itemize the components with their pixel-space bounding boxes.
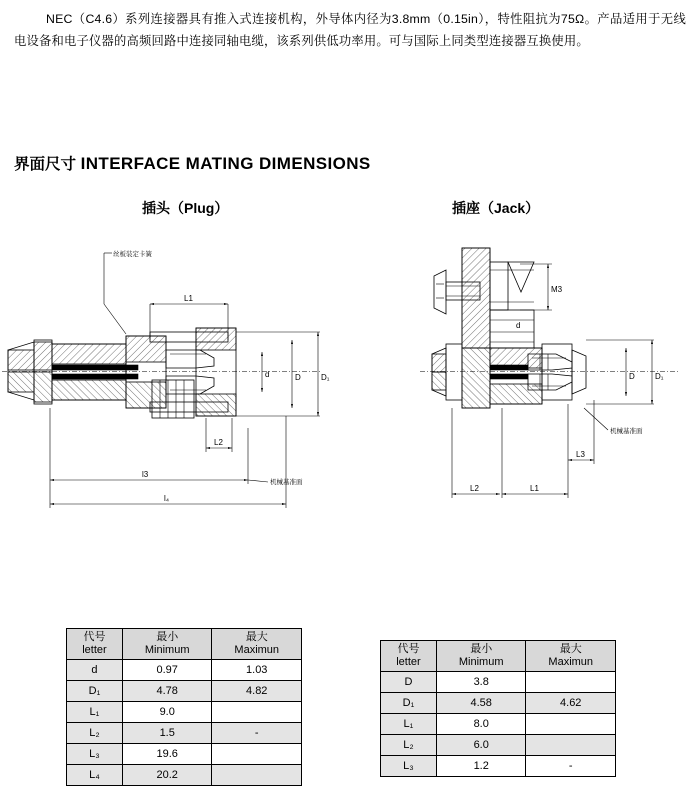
section-title — [14, 152, 371, 174]
plug-dim-L4: l₄ — [164, 494, 170, 503]
cell-max — [212, 765, 302, 786]
cell-max: - — [212, 723, 302, 744]
cell-max: 4.62 — [526, 693, 616, 714]
cell-code: D₁ — [67, 681, 123, 702]
cell-max: - — [526, 756, 616, 777]
intro-text: NEC（C4.6）系列连接器具有推入式连接机构，外导体内径为3.8mm（0.15in），特性阻抗为75Ω。产品适用于无线电设备和电子仪器的高频回路中连接同轴电缆，该系列供低功率用。可与国际上同类型连接器互换使用。 — [14, 12, 686, 48]
plug-datum-label: 机械基准面 — [270, 479, 303, 486]
plug-dim-D: D — [295, 373, 301, 382]
section-title-cn: 界面尺寸 — [14, 156, 77, 173]
cell-min: 4.78 — [122, 681, 212, 702]
header-code: 代号 letter — [381, 641, 437, 672]
cell-code: L₄ — [67, 765, 123, 786]
cell-min: 8.0 — [436, 714, 526, 735]
plug-dim-L3: l3 — [142, 470, 149, 479]
cell-code: D — [381, 672, 437, 693]
table-row — [381, 693, 616, 714]
section-title-en: INTERFACE MATING DIMENSIONS — [80, 154, 371, 173]
table-row — [67, 765, 302, 786]
plug-dim-D1: D₁ — [321, 373, 330, 382]
plug-leader-label: 丝板装定卡簧 — [113, 251, 152, 258]
cell-code: L₁ — [67, 702, 123, 723]
table-row — [67, 744, 302, 765]
table-row — [67, 702, 302, 723]
jack-dim-L3: L3 — [576, 450, 585, 459]
cell-max — [212, 744, 302, 765]
cell-min: 1.2 — [436, 756, 526, 777]
cell-min: 19.6 — [122, 744, 212, 765]
cell-max — [212, 702, 302, 723]
cell-code: L₃ — [381, 756, 437, 777]
cell-min: 3.8 — [436, 672, 526, 693]
cell-code: d — [67, 660, 123, 681]
header-min: 最小 Minimum — [436, 641, 526, 672]
table-row — [67, 660, 302, 681]
table-row — [381, 756, 616, 777]
header-min: 最小 Minimum — [122, 629, 212, 660]
cell-min: 0.97 — [122, 660, 212, 681]
cell-min: 9.0 — [122, 702, 212, 723]
table-row — [67, 681, 302, 702]
plug-dim-d: d — [265, 370, 270, 379]
plug-drawing — [2, 249, 330, 508]
cell-code: L₂ — [381, 735, 437, 756]
header-max: 最大 Maximun — [526, 641, 616, 672]
cell-max — [526, 714, 616, 735]
plug-dim-L1: L1 — [184, 294, 193, 303]
table-jack — [380, 640, 616, 777]
cell-min: 1.5 — [122, 723, 212, 744]
table-row-header — [67, 629, 302, 660]
caption-jack: 插座（Jack） — [452, 200, 540, 216]
jack-dim-d: d — [516, 321, 521, 330]
cell-max: 1.03 — [212, 660, 302, 681]
table-row-header — [381, 641, 616, 672]
table-row — [67, 723, 302, 744]
jack-dim-D1: D₁ — [655, 372, 664, 381]
cell-min: 20.2 — [122, 765, 212, 786]
jack-dim-L1: L1 — [530, 484, 539, 493]
cell-max — [526, 735, 616, 756]
table-row — [381, 735, 616, 756]
header-code: 代号 letter — [67, 629, 123, 660]
table-row — [381, 714, 616, 735]
jack-dim-D: D — [629, 372, 635, 381]
cell-max — [526, 672, 616, 693]
header-max: 最大 Maximun — [212, 629, 302, 660]
plug-dim-L2: L2 — [214, 438, 223, 447]
jack-drawing — [420, 248, 680, 498]
cell-max: 4.82 — [212, 681, 302, 702]
table-row — [381, 672, 616, 693]
cell-min: 4.58 — [436, 693, 526, 714]
cell-code: L₂ — [67, 723, 123, 744]
jack-datum-label: 机械基准面 — [610, 428, 643, 435]
cell-code: L₁ — [381, 714, 437, 735]
technical-drawings — [0, 232, 700, 552]
jack-dim-L2: L2 — [470, 484, 479, 493]
cell-code: L₃ — [67, 744, 123, 765]
table-plug — [66, 628, 302, 786]
intro-paragraph — [14, 8, 686, 52]
cell-code: D₁ — [381, 693, 437, 714]
jack-dim-M3: M3 — [551, 285, 563, 294]
cell-min: 6.0 — [436, 735, 526, 756]
caption-plug: 插头（Plug） — [142, 200, 229, 216]
